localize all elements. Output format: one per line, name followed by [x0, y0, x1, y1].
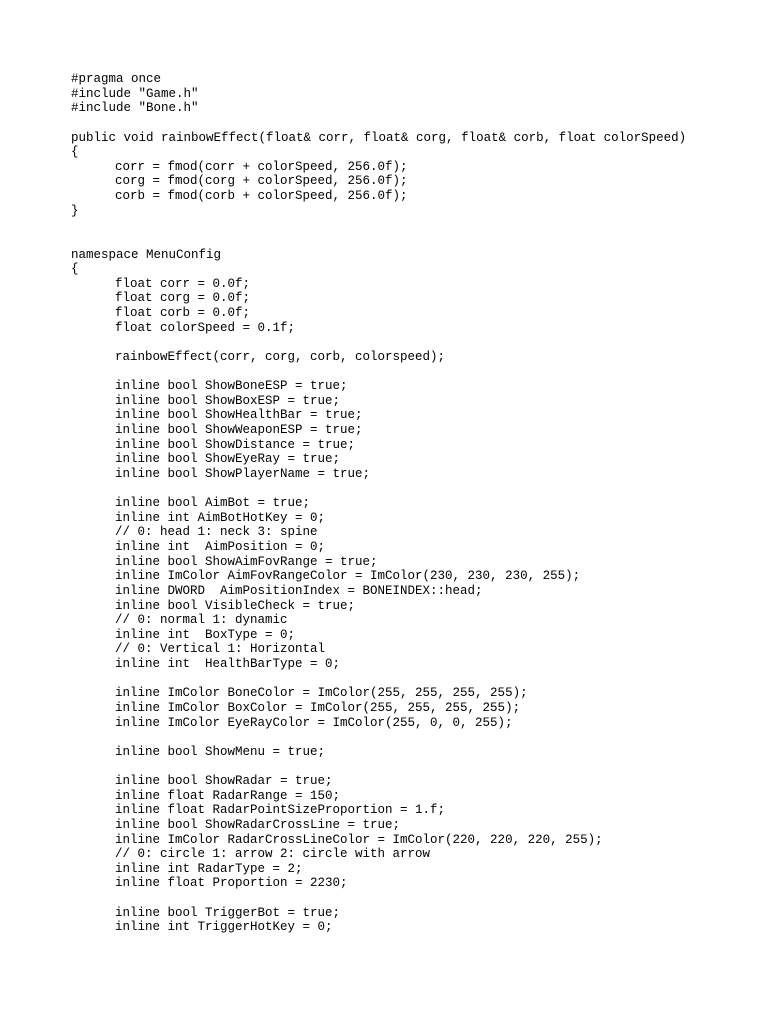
- code-text: inline ImColor BoneColor = ImColor(255, 255, 255, 255);: [115, 686, 528, 701]
- code-text: corr = fmod(corr + colorSpeed, 256.0f);: [115, 159, 408, 174]
- code-text: corb = fmod(corb + colorSpeed, 256.0f);: [115, 189, 408, 203]
- code-line: [71, 379, 686, 394]
- code-text: inline bool ShowMenu = true;: [115, 744, 326, 759]
- code-line: [71, 452, 686, 467]
- code-text: // 0: normal 1: dynamic: [115, 613, 288, 628]
- code-text: float corr = 0.0f;: [115, 276, 251, 291]
- code-line: [71, 496, 686, 511]
- code-text: inline bool ShowAimFovRange = true;: [115, 554, 378, 569]
- code-text: inline bool ShowHealthBar = true;: [115, 408, 363, 423]
- code-line: [71, 131, 686, 146]
- code-line: [71, 642, 686, 657]
- code-line: [71, 467, 686, 482]
- code-line: [71, 233, 686, 248]
- code-line: [71, 204, 686, 219]
- code-line: [71, 672, 686, 687]
- code-text: inline bool TriggerBot = true;: [115, 905, 341, 920]
- code-text: inline bool ShowBoxESP = true;: [115, 393, 341, 408]
- code-line: [71, 116, 686, 131]
- code-text: inline bool ShowEyeRay = true;: [115, 452, 341, 467]
- code-text: #pragma once: [71, 72, 162, 86]
- code-text: inline DWORD AimPositionIndex = BONEINDEX::head;: [115, 583, 483, 598]
- code-text: inline bool ShowBoneESP = true;: [115, 379, 348, 394]
- code-line: [71, 174, 686, 189]
- code-line: [71, 511, 686, 526]
- code-line: [71, 277, 686, 292]
- code-text: inline int RadarType = 2;: [115, 861, 303, 876]
- code-text: {: [71, 145, 79, 160]
- code-text: #include "Game.h": [71, 86, 199, 101]
- code-text: inline ImColor RadarCrossLineColor = ImColor(220, 220, 220, 255);: [115, 832, 603, 847]
- code-text: // 0: Vertical 1: Horizontal: [115, 642, 326, 657]
- code-line: [71, 423, 686, 438]
- code-line: [71, 262, 686, 277]
- code-text: rainbowEffect(corr, corg, corb, colorspeed);: [115, 349, 446, 364]
- code-line: [71, 803, 686, 818]
- code-line: [71, 906, 686, 921]
- code-text: inline float RadarPointSizeProportion = 1.f;: [115, 803, 446, 818]
- code-line: [71, 657, 686, 672]
- code-line: [71, 160, 686, 175]
- code-text: inline ImColor AimFovRangeColor = ImColor(230, 230, 230, 255);: [115, 569, 581, 584]
- code-line: [71, 569, 686, 584]
- code-text: float corg = 0.0f;: [115, 291, 251, 306]
- code-line: [71, 745, 686, 760]
- code-line: [71, 408, 686, 423]
- code-line: [71, 306, 686, 321]
- code-line: [71, 540, 686, 555]
- code-line: [71, 862, 686, 877]
- code-text: // 0: head 1: neck 3: spine: [115, 525, 318, 540]
- code-text: public void rainbowEffect(float& corr, float& corg, float& corb, float colorSpeed): [71, 130, 687, 145]
- code-text: inline float Proportion = 2230;: [115, 876, 348, 891]
- code-text: inline bool VisibleCheck = true;: [115, 598, 356, 613]
- code-line: [71, 686, 686, 701]
- code-line: [71, 701, 686, 716]
- code-text: #include "Bone.h": [71, 101, 199, 116]
- code-line: [71, 716, 686, 731]
- code-text: // 0: circle 1: arrow 2: circle with arrow: [115, 847, 431, 862]
- code-line: [71, 555, 686, 570]
- code-line: [71, 248, 686, 263]
- code-line: [71, 291, 686, 306]
- code-line: [71, 759, 686, 774]
- code-text: namespace MenuConfig: [71, 247, 222, 262]
- code-line: [71, 818, 686, 833]
- code-line: [71, 72, 686, 87]
- code-listing: [71, 72, 686, 935]
- code-line: [71, 876, 686, 891]
- code-text: inline bool ShowPlayerName = true;: [115, 466, 371, 481]
- code-text: {: [71, 262, 79, 277]
- code-line: [71, 438, 686, 453]
- code-text: inline int AimBotHotKey = 0;: [115, 510, 326, 525]
- code-line: [71, 335, 686, 350]
- code-line: [71, 847, 686, 862]
- code-text: inline ImColor EyeRayColor = ImColor(255, 0, 0, 255);: [115, 715, 513, 730]
- code-line: [71, 789, 686, 804]
- code-line: [71, 599, 686, 614]
- code-line: [71, 101, 686, 116]
- code-text: float colorSpeed = 0.1f;: [115, 320, 296, 335]
- code-text: inline int BoxType = 0;: [115, 627, 296, 642]
- code-line: [71, 145, 686, 160]
- code-line: [71, 350, 686, 365]
- code-line: [71, 189, 686, 204]
- code-text: inline int AimPosition = 0;: [115, 540, 326, 554]
- code-text: inline bool ShowDistance = true;: [115, 437, 356, 452]
- code-line: [71, 628, 686, 643]
- code-text: inline float RadarRange = 150;: [115, 788, 341, 803]
- code-line: [71, 365, 686, 380]
- code-line: [71, 613, 686, 628]
- code-line: [71, 87, 686, 102]
- code-text: inline ImColor BoxColor = ImColor(255, 255, 255, 255);: [115, 700, 521, 715]
- code-line: [71, 525, 686, 540]
- code-line: [71, 482, 686, 497]
- code-line: [71, 920, 686, 935]
- code-text: inline int HealthBarType = 0;: [115, 657, 341, 671]
- code-line: [71, 584, 686, 599]
- code-line: [71, 833, 686, 848]
- code-text: }: [71, 203, 79, 218]
- code-text: inline bool ShowRadarCrossLine = true;: [115, 817, 401, 832]
- code-text: float corb = 0.0f;: [115, 306, 251, 320]
- code-line: [71, 774, 686, 789]
- code-text: inline bool ShowWeaponESP = true;: [115, 423, 363, 437]
- code-text: inline bool ShowRadar = true;: [115, 774, 333, 788]
- code-text: inline int TriggerHotKey = 0;: [115, 920, 333, 935]
- code-text: inline bool AimBot = true;: [115, 496, 311, 511]
- code-line: [71, 321, 686, 336]
- code-line: [71, 730, 686, 745]
- code-line: [71, 218, 686, 233]
- code-line: [71, 394, 686, 409]
- code-line: [71, 891, 686, 906]
- code-text: corg = fmod(corg + colorSpeed, 256.0f);: [115, 174, 408, 189]
